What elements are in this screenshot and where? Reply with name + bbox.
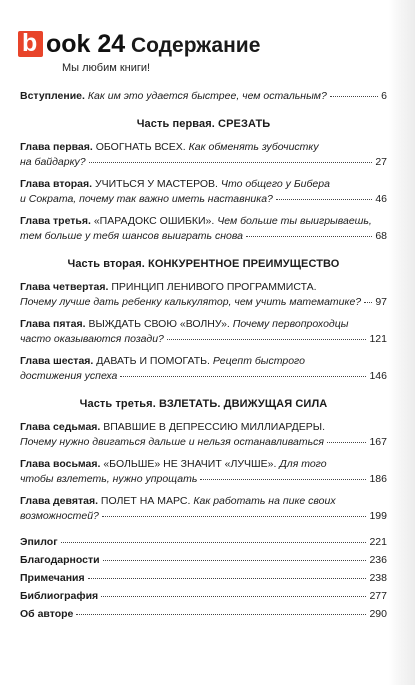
toc-chapter-5[interactable] bbox=[20, 317, 387, 347]
chapter-subtitle: Для того bbox=[279, 458, 327, 470]
chapter-subtitle-cont: часто оказываются позади? bbox=[20, 333, 164, 345]
part2-heading: Часть вторая. КОНКУРЕНТНОЕ ПРЕИМУЩЕСТВО bbox=[67, 258, 340, 270]
leader-dots bbox=[89, 162, 373, 163]
chapter-subtitle: Рецепт быстрого bbox=[212, 355, 305, 367]
intro-label: Вступление. bbox=[20, 90, 85, 102]
back-page: 290 bbox=[369, 608, 387, 620]
leader-dots bbox=[167, 339, 367, 340]
chapter-page: 199 bbox=[369, 510, 387, 522]
back-label: Эпилог bbox=[20, 536, 58, 548]
chapter-label: Глава первая. bbox=[20, 141, 93, 153]
leader-dots bbox=[102, 516, 367, 517]
chapter-subtitle: Как работать на пике своих bbox=[193, 495, 336, 507]
chapter-label: Глава шестая. bbox=[20, 355, 94, 367]
chapter-label: Глава четвертая. bbox=[20, 281, 109, 293]
leader-dots bbox=[246, 236, 372, 237]
chapter-title: «БОЛЬШЕ» НЕ ЗНАЧИТ «ЛУЧШЕ». bbox=[103, 458, 277, 470]
back-page: 221 bbox=[369, 536, 387, 548]
chapter-page: 146 bbox=[369, 370, 387, 382]
intro-page: 6 bbox=[381, 90, 387, 102]
chapter-title: ПРИНЦИП ЛЕНИВОГО ПРОГРАММИСТА. bbox=[111, 281, 317, 293]
leader-dots bbox=[103, 560, 367, 561]
logo-tagline: Мы любим книги! bbox=[62, 62, 151, 74]
chapter-label: Глава третья. bbox=[20, 215, 91, 227]
leader-dots bbox=[61, 542, 367, 543]
page-edge-shadow bbox=[389, 0, 415, 685]
intro-text: Как им это удается быстрее, чем остальным? bbox=[87, 90, 327, 102]
chapter-subtitle-cont: достижения успеха bbox=[20, 370, 118, 382]
chapter-label: Глава пятая. bbox=[20, 318, 86, 330]
chapter-title: УЧИТЬСЯ У МАСТЕРОВ. bbox=[94, 178, 218, 190]
page-title: Содержание bbox=[131, 34, 261, 57]
chapter-subtitle: Почему первопроходцы bbox=[232, 318, 349, 330]
back-page: 236 bbox=[369, 554, 387, 566]
chapter-label: Глава седьмая. bbox=[20, 421, 101, 433]
chapter-subtitle: Чем больше ты выигрываешь, bbox=[217, 215, 372, 227]
chapter-subtitle: Что общего у Бибера bbox=[220, 178, 330, 190]
toc-notes[interactable] bbox=[20, 571, 387, 586]
table-of-contents bbox=[20, 89, 387, 622]
leader-dots bbox=[330, 96, 378, 97]
chapter-page: 97 bbox=[375, 296, 387, 308]
chapter-title: ДАВАТЬ И ПОМОГАТЬ. bbox=[96, 355, 210, 367]
chapter-subtitle-cont: на байдарку? bbox=[20, 156, 86, 168]
leader-dots bbox=[76, 614, 366, 615]
toc-chapter-8[interactable] bbox=[20, 457, 387, 487]
back-label: Библиография bbox=[20, 590, 99, 602]
chapter-title: ОБОГНАТЬ ВСЕХ. bbox=[95, 141, 186, 153]
chapter-title: ПОЛЕТ НА МАРС. bbox=[100, 495, 191, 507]
chapter-page: 186 bbox=[369, 473, 387, 485]
chapter-subtitle-cont: чтобы взлететь, нужно упрощать bbox=[20, 473, 198, 485]
chapter-subtitle-cont: и Сократа, почему так важно иметь наставника? bbox=[20, 193, 273, 205]
leader-dots bbox=[101, 596, 366, 597]
back-label: Об авторе bbox=[20, 608, 74, 620]
toc-chapter-6[interactable] bbox=[20, 354, 387, 384]
chapter-page: 27 bbox=[375, 156, 387, 168]
back-page: 238 bbox=[369, 572, 387, 584]
chapter-page: 68 bbox=[375, 230, 387, 242]
leader-dots bbox=[200, 479, 366, 480]
chapter-subtitle-cont: возможностей? bbox=[20, 510, 99, 522]
logo-name: ook 24 bbox=[46, 30, 126, 58]
toc-chapter-9[interactable] bbox=[20, 494, 387, 524]
leader-dots bbox=[120, 376, 366, 377]
chapter-title: ВПАВШИЕ В ДЕПРЕССИЮ МИЛЛИАРДЕРЫ. bbox=[103, 421, 325, 433]
toc-about-author[interactable] bbox=[20, 607, 387, 622]
part1-heading: Часть первая. СРЕЗАТЬ bbox=[136, 118, 271, 130]
chapter-page: 46 bbox=[375, 193, 387, 205]
logo-letter: b bbox=[22, 29, 38, 57]
chapter-page: 167 bbox=[369, 436, 387, 448]
chapter-subtitle-cont: тем больше у тебя шансов выиграть снова bbox=[20, 230, 243, 242]
chapter-subtitle-cont: Почему лучше дать ребенку калькулятор, чем учить математике? bbox=[20, 296, 362, 308]
toc-acknowledgements[interactable] bbox=[20, 553, 387, 568]
chapter-label: Глава девятая. bbox=[20, 495, 98, 507]
leader-dots bbox=[364, 302, 372, 303]
toc-chapter-4[interactable] bbox=[20, 280, 387, 310]
chapter-label: Глава восьмая. bbox=[20, 458, 101, 470]
chapter-label: Глава вторая. bbox=[20, 178, 93, 190]
leader-dots bbox=[88, 578, 367, 579]
leader-dots bbox=[276, 199, 372, 200]
toc-intro[interactable] bbox=[20, 89, 387, 104]
back-label: Примечания bbox=[20, 572, 85, 584]
toc-chapter-1[interactable] bbox=[20, 140, 387, 170]
toc-chapter-3[interactable] bbox=[20, 214, 387, 244]
toc-chapter-2[interactable] bbox=[20, 177, 387, 207]
part3-heading: Часть третья. ВЗЛЕТАТЬ. ДВИЖУЩАЯ СИЛА bbox=[79, 398, 328, 410]
chapter-page: 121 bbox=[369, 333, 387, 345]
toc-epilogue[interactable] bbox=[20, 535, 387, 550]
back-page: 277 bbox=[369, 590, 387, 602]
toc-bibliography[interactable] bbox=[20, 589, 387, 604]
chapter-title: ВЫЖДАТЬ СВОЮ «ВОЛНУ». bbox=[88, 318, 230, 330]
leader-dots bbox=[327, 442, 367, 443]
toc-chapter-7[interactable] bbox=[20, 420, 387, 450]
chapter-title: «ПАРАДОКС ОШИБКИ». bbox=[93, 215, 215, 227]
back-label: Благодарности bbox=[20, 554, 100, 566]
chapter-subtitle-cont: Почему нужно двигаться дальше и нельзя останавливаться bbox=[20, 436, 324, 448]
logo-b-badge bbox=[18, 31, 43, 57]
chapter-subtitle: Как обменять зубочистку bbox=[188, 141, 319, 153]
